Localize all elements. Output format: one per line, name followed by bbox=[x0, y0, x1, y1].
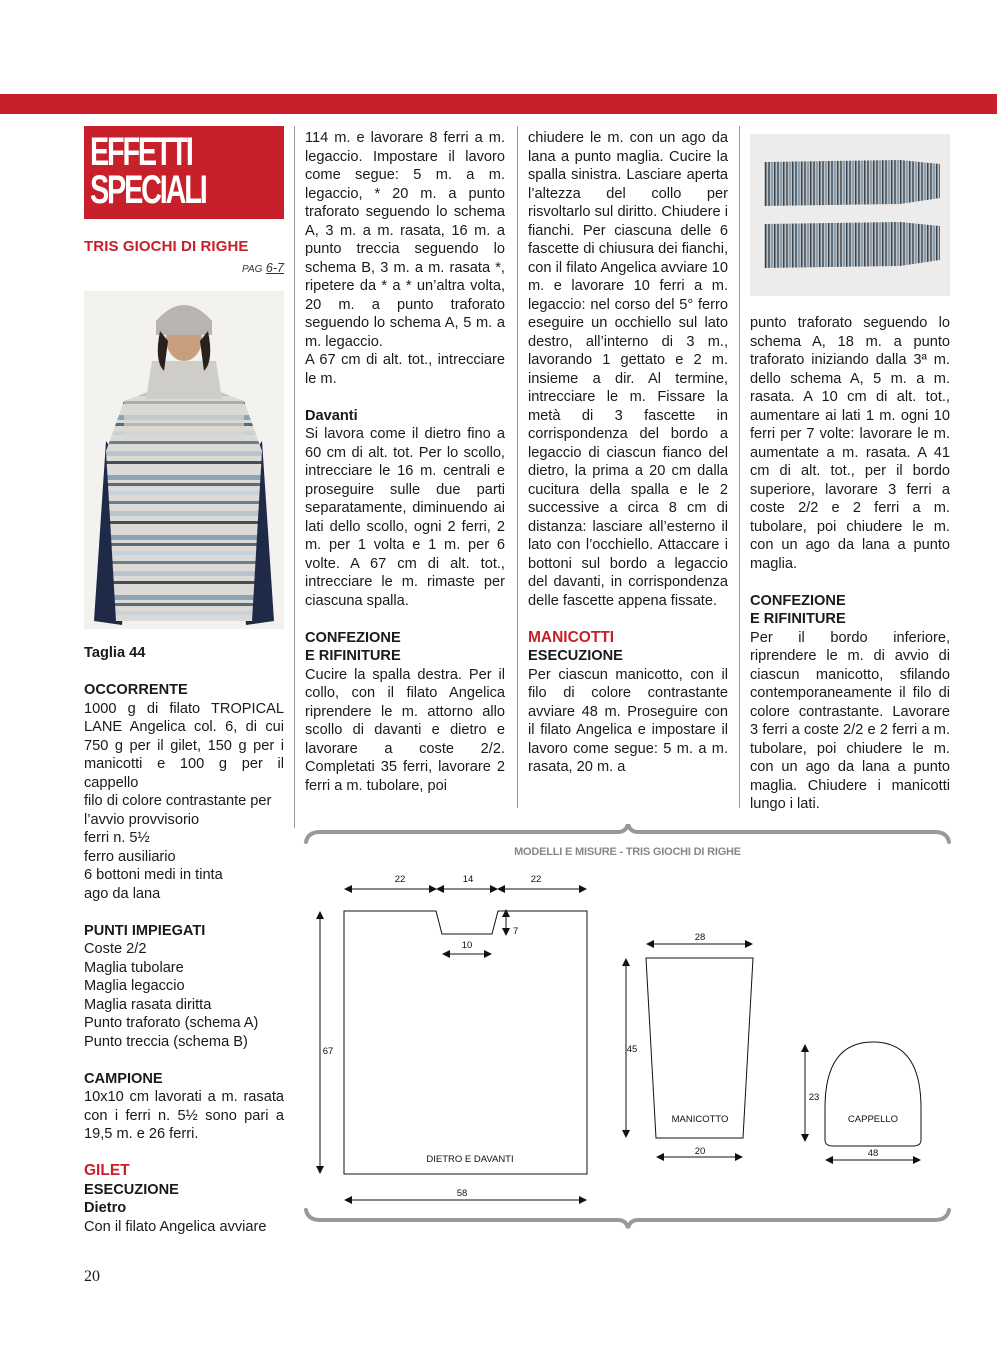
pag-number: 6-7 bbox=[265, 261, 284, 275]
model-photo bbox=[84, 291, 284, 629]
gilet-heading: GILET bbox=[84, 1162, 130, 1179]
column-divider bbox=[517, 126, 518, 808]
confezione-continued: chiudere le m. con un ago da lana a punto maglia. Cucire la spalla sinistra. Lasciare aperta l’altezza del collo per risvoltarlo sul diritto. Chiudere i fianchi. Per ciascuna delle 6 fascette di chiusura dei fianchi, con il filato Angelica avviare 10 m. e lavorare 10 ferri a m. legaccio: nel corso del 5° ferro eseguire un occhiello sul lato destro, all’interno di 3 m., lavorando 1 gettato e 2 m. insieme a dir. Al termine, intrecciare le m. Fissare la metà di 3 fascette in corrispondenza del bordo a legaccio di ciascun fianco del dietro, la prima a 20 cm dalla cucitura della spalla e le 2 successive a circa 8 cm di distanza: lasciare all’esterno il lato con l’occhiello. Attaccare i bottoni sul bordo a legaccio del davanti, in corrispondenza delle fascette appena fissate. bbox=[528, 130, 728, 609]
dim-muff-height: 45 bbox=[626, 1044, 638, 1055]
banner-line-1: EFFETTI bbox=[90, 130, 192, 174]
occorrente-heading: OCCORRENTE bbox=[84, 682, 188, 698]
punti-heading: PUNTI IMPIEGATI bbox=[84, 922, 206, 939]
confezione-heading: CONFEZIONE bbox=[750, 592, 846, 609]
label-muff: MANICOTTO bbox=[671, 1114, 729, 1125]
campione-heading: CAMPIONE bbox=[84, 1070, 163, 1087]
occorrente-item: ago da lana bbox=[84, 885, 161, 902]
diagram-title: MODELLI E MISURE - TRIS GIOCHI DI RIGHE bbox=[514, 846, 741, 858]
pag-label: PAG bbox=[242, 264, 263, 275]
column-1 bbox=[84, 644, 284, 1236]
esecuzione-heading: ESECUZIONE bbox=[528, 648, 623, 664]
dietro-heading: Dietro bbox=[84, 1200, 127, 1216]
rifiniture-heading: E RIFINITURE bbox=[750, 611, 846, 627]
campione-body: 10x10 cm lavorati a m. rasata con i ferri n. 5½ sono pari a 19,5 m. e 26 ferri. bbox=[84, 1089, 284, 1142]
page-number: 20 bbox=[84, 1268, 100, 1285]
dim-hat-width: 48 bbox=[867, 1148, 879, 1159]
measurements-diagram bbox=[300, 824, 955, 1234]
size-label: Taglia 44 bbox=[84, 645, 146, 661]
dim-neck-bottom: 10 bbox=[461, 940, 473, 951]
manicotti-continued: punto traforato seguendo lo schema A, 18 m. a punto traforato iniziando dalla 3ª m. dello schema A, 5 m. a m. rasata. A 10 cm di alt. tot., aumentare ai lati 1 m. ogni 10 ferri per 7 volte: lavorare le m. aumentate a m. rasata. A 41 cm di alt. tot., per il bordo superiore, lavorare 3 ferri a coste 2/2 e 2 ferri a m. tubolare, poi chiudere le m. con un ago da lana a punto maglia. bbox=[750, 315, 950, 572]
header-red-bar bbox=[0, 94, 997, 114]
manicotti-heading: MANICOTTI bbox=[528, 628, 615, 646]
dim-top-mid: 14 bbox=[462, 874, 474, 885]
dim-muff-top: 28 bbox=[694, 932, 706, 943]
punti-item: Punto treccia (schema B) bbox=[84, 1033, 248, 1050]
confezione-body: Cucire la spalla destra. Per il collo, con il filato Angelica riprendere le m. attorno allo scollo di davanti e dietro e lavorare a coste 2/2. Completati 35 ferri, lavorare 2 ferri a m. tubolare, poi bbox=[305, 666, 505, 794]
esecuzione-heading: ESECUZIONE bbox=[84, 1181, 179, 1198]
dim-body-width: 58 bbox=[456, 1188, 468, 1199]
article-title: TRIS GIOCHI DI RIGHE bbox=[84, 238, 249, 255]
punti-item: Maglia tubolare bbox=[84, 959, 184, 976]
banner-line-2: SPECIALI bbox=[90, 168, 206, 212]
punti-item: Punto traforato (schema A) bbox=[84, 1015, 259, 1031]
occorrente-item: ferro ausiliario bbox=[84, 848, 176, 865]
occorrente-item: filo di colore contrastante per l’avvio provvisorio bbox=[84, 793, 272, 828]
label-hat: CAPPELLO bbox=[847, 1114, 899, 1125]
dim-top-right: 22 bbox=[530, 874, 542, 885]
occorrente-item: 6 bottoni medi in tinta bbox=[84, 867, 223, 883]
confezione-heading: CONFEZIONE bbox=[305, 629, 401, 646]
dietro-body: Con il filato Angelica avviare bbox=[84, 1218, 267, 1235]
davanti-body: Si lavora come il dietro fino a 60 cm di alt. tot. Per lo scollo, intrecciare le 16 m. centrali e proseguire sulle due parti separatamente, diminuendo ai lati dello scollo, ogni 2 ferri, 2 m. per 1 volta e 1 m. per 6 volte. A 67 cm di alt. tot., intrecciare le m. rimaste per ciascuna spalla. bbox=[305, 426, 505, 609]
dim-body-height: 67 bbox=[322, 1046, 334, 1057]
confezione-body: Per il bordo inferiore, riprendere le m. di avvio di ciascun manicotto, sfilando contemporaneamente il filo di colore contrastante. Lavorare 3 ferri a coste 2/2 e 2 ferri a m. tubolare, poi chiudere le m. con un ago da lana a punto maglia. Chiudere i manicotti lungo i lati. bbox=[750, 629, 950, 812]
section-banner bbox=[84, 126, 284, 219]
punti-item: Maglia legaccio bbox=[84, 978, 185, 994]
muffs-photo bbox=[750, 134, 950, 296]
dim-neck-depth: 7 bbox=[513, 926, 519, 937]
dim-top-left: 22 bbox=[394, 874, 406, 885]
column-4 bbox=[750, 314, 950, 814]
manicotti-body: Per ciascun manicotto, con il filo di colore contrastante avviare 48 m. Proseguire con il filato Angelica e impostare il lavoro come segue: 5 m. a m. rasata, 20 m. a bbox=[528, 666, 728, 775]
dietro-continued: 114 m. e lavorare 8 ferri a m. legaccio. Impostare il lavoro come segue: 5 m. a m. legaccio, * 20 m. a punto traforato seguendo lo schema A, 3 m. a m. rasata, 16 m. a punto treccia seguendo lo schema B, 3 m. a m. rasata *, ripetere da * a * un’altra volta, 20 m. a punto traforato seguendo lo schema A, 5 m. a m. legaccio. bbox=[305, 130, 505, 350]
model-illustration bbox=[84, 291, 284, 629]
column-divider bbox=[739, 126, 740, 808]
dim-hat-height: 23 bbox=[808, 1092, 820, 1103]
dim-muff-bottom: 20 bbox=[694, 1146, 706, 1157]
label-body: DIETRO E DAVANTI bbox=[426, 1154, 514, 1165]
davanti-heading: Davanti bbox=[305, 407, 358, 424]
column-divider bbox=[294, 126, 295, 828]
dietro-end: A 67 cm di alt. tot., intrecciare le m. bbox=[305, 352, 505, 387]
rifiniture-heading: E RIFINITURE bbox=[305, 648, 401, 664]
diagram-drawing bbox=[300, 824, 955, 1234]
page-reference bbox=[84, 261, 284, 275]
occorrente-item: ferri n. 5½ bbox=[84, 830, 150, 846]
muffs-illustration bbox=[750, 134, 950, 296]
punti-item: Coste 2/2 bbox=[84, 941, 147, 957]
punti-item: Maglia rasata diritta bbox=[84, 996, 212, 1013]
column-2 bbox=[305, 129, 505, 795]
occorrente-body: 1000 g di filato TROPICAL LANE Angelica col. 6, di cui 750 g per il gilet, 150 g per i manicotti e 100 g per il cappello bbox=[84, 700, 284, 791]
column-3 bbox=[528, 129, 728, 777]
